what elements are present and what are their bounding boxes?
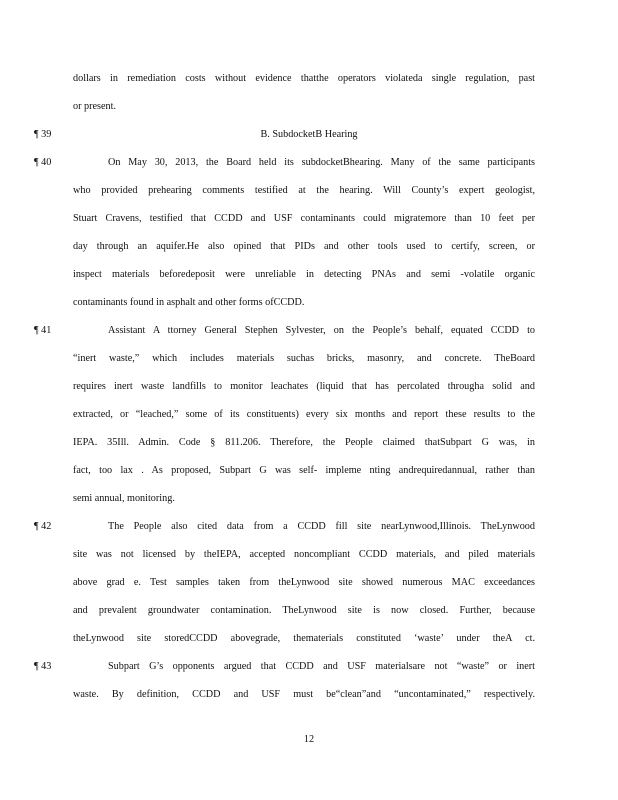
text-line: fact, too lax . As proposed, Subpart G was self- impleme nting andrequiredannual, rather than — [73, 465, 535, 476]
text-line: inspect materials beforedeposit were unreliable in detecting PNAs and semi -volatile organic — [73, 269, 535, 280]
text-line: requires inert waste landfills to monitor leachates (liquid that has percolated througha solid and — [73, 381, 535, 392]
text-line: contaminants found in asphalt and other forms ofCCDD. — [73, 297, 305, 308]
paragraph-number: ¶ 41 — [34, 325, 52, 336]
text-line: semi annual, monitoring. — [73, 493, 175, 504]
paragraph-number: ¶ 43 — [34, 661, 52, 672]
text-line: or present. — [73, 101, 116, 112]
text-line: Assistant A ttorney General Stephen Sylvester, on the People’s behalf, equated CCDD to — [108, 325, 535, 336]
text-line: The People also cited data from a CCDD fill site nearLynwood,Illinois. TheLynwood — [108, 521, 535, 532]
text-line: site was not licensed by theIEPA, accepted noncompliant CCDD materials, and piled materials — [73, 549, 535, 560]
text-line: extracted, or “leached,” some of its constituents) every six months and report these results to the — [73, 409, 535, 420]
text-line: Subpart G’s opponents argued that CCDD and USF materialsare not “waste” or inert — [108, 661, 535, 672]
page-number: 12 — [303, 734, 315, 745]
text-line: waste. By definition, CCDD and USF must be“clean”and “uncontaminated,” respectively. — [73, 689, 535, 700]
text-line: IEPA. 35Ill. Admin. Code § 811.206. Therefore, the People claimed thatSubpart G was, in — [73, 437, 535, 448]
section-heading: B. SubdocketB Hearing — [260, 129, 358, 140]
paragraph-number: ¶ 39 — [34, 129, 52, 140]
text-line: day through an aquifer.He also opined that PIDs and other tools used to certify, screen, or — [73, 241, 535, 252]
text-line: dollars in remediation costs without evidence thatthe operators violateda single regulation, past — [73, 73, 535, 84]
text-line: theLynwood site storedCCDD abovegrade, thematerials constituted ‘waste’ under theA ct. — [73, 633, 535, 644]
paragraph-number: ¶ 42 — [34, 521, 52, 532]
text-line: On May 30, 2013, the Board held its subdocketBhearing. Many of the same participants — [108, 157, 535, 168]
text-line: and prevalent groundwater contamination. TheLynwood site is now closed. Further, because — [73, 605, 535, 616]
text-line: above grad e. Test samples taken from theLynwood site showed numerous MAC exceedances — [73, 577, 535, 588]
text-line: Stuart Cravens, testified that CCDD and USF contaminants could migratemore than 10 feet per — [73, 213, 535, 224]
text-line: who provided prehearing comments testified at the hearing. Will County’s expert geologist, — [73, 185, 535, 196]
text-line: “inert waste,” which includes materials suchas bricks, masonry, and concrete. TheBoard — [73, 353, 535, 364]
paragraph-number: ¶ 40 — [34, 157, 52, 168]
